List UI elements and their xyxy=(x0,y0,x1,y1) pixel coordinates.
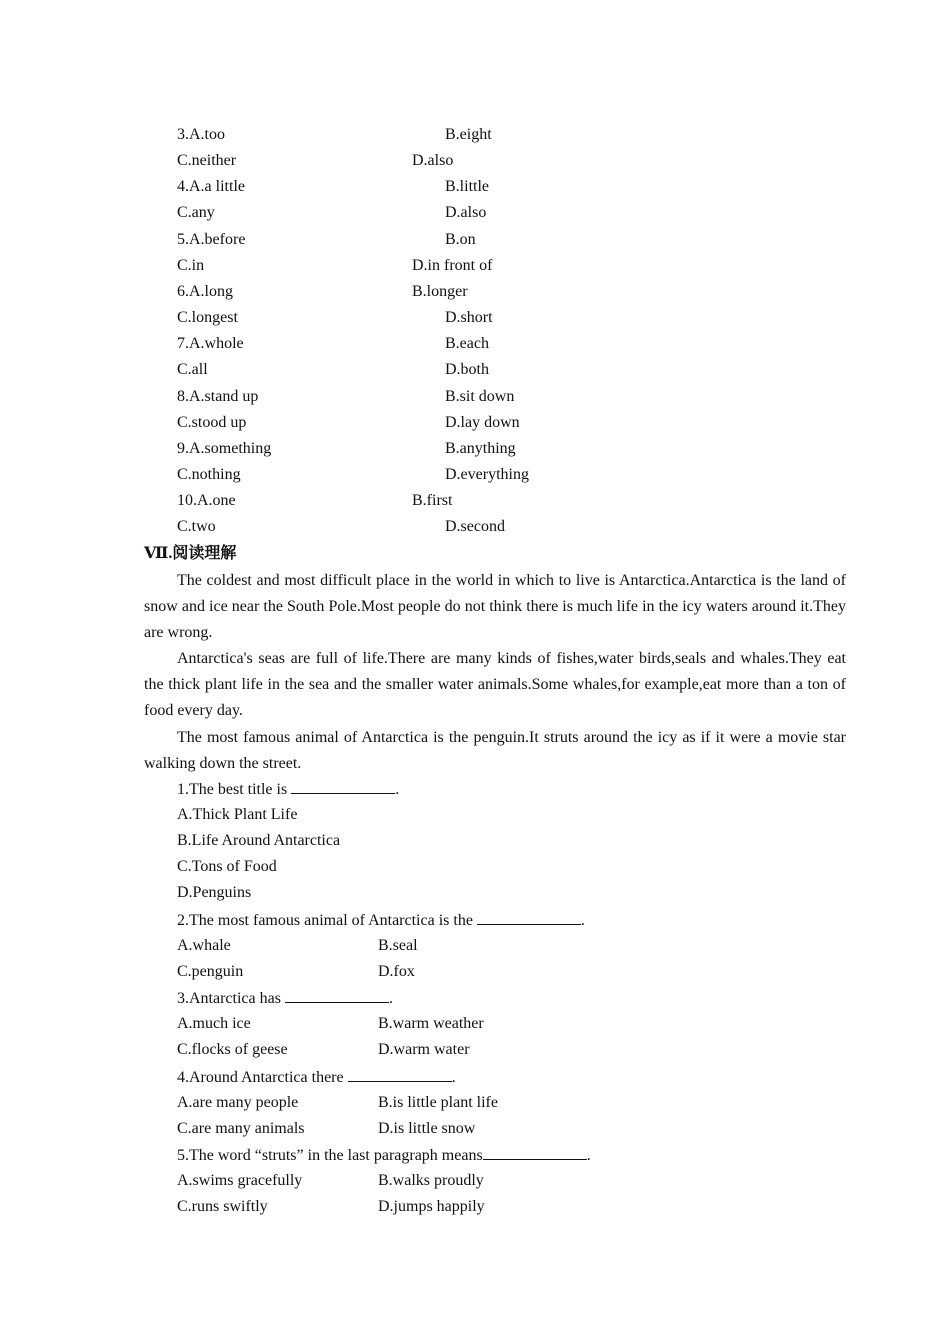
question-end: . xyxy=(388,990,393,1007)
option-b: B.Life Around Antarctica xyxy=(177,832,341,849)
option-a: A.whale xyxy=(177,937,231,954)
option-left: C.neither xyxy=(177,152,237,170)
answer-blank xyxy=(483,1145,587,1160)
option-b: B.seal xyxy=(378,937,418,954)
option-right: B.on xyxy=(445,230,476,248)
question-5 xyxy=(177,1145,591,1166)
option-left: C.all xyxy=(177,361,208,379)
option-left: 5.A.before xyxy=(177,230,246,248)
passage-paragraph-2: Antarctica's seas are full of life.There are many kinds of fishes,water birds,seals and whales.They eat the thick plant life in the sea and the smaller water animals.Some whales,for example,eat more than a ton of food every day. xyxy=(144,650,846,720)
option-right: B.eight xyxy=(445,126,492,143)
question-3 xyxy=(177,988,393,1009)
option-b: B.walks proudly xyxy=(378,1172,484,1189)
passage-paragraph-3: The most famous animal of Antarctica is the penguin.It struts around the icy as if it were a movie star walking down the street. xyxy=(144,729,846,773)
option-left: C.any xyxy=(177,204,215,222)
question-end: . xyxy=(451,1069,456,1086)
option-c: C.runs swiftly xyxy=(177,1198,268,1215)
option-c: C.Tons of Food xyxy=(177,858,277,875)
option-a: A.are many people xyxy=(177,1094,299,1111)
option-c: C.are many animals xyxy=(177,1120,305,1137)
option-left: 3.A.too xyxy=(177,126,225,143)
option-left: C.longest xyxy=(177,309,238,327)
option-left: 7.A.whole xyxy=(177,335,244,353)
option-right: D.everything xyxy=(445,465,529,483)
question-stem: 1.The best title is xyxy=(177,781,292,798)
option-right: D.short xyxy=(445,309,493,327)
option-d: D.fox xyxy=(378,963,415,980)
option-d: D.warm water xyxy=(378,1041,470,1058)
option-right: B.each xyxy=(445,335,489,353)
option-c: C.penguin xyxy=(177,963,244,980)
option-left: 6.A.long xyxy=(177,282,233,300)
option-left: C.stood up xyxy=(177,413,247,431)
question-stem: 2.The most famous animal of Antarctica is the xyxy=(177,912,477,929)
option-right: B.sit down xyxy=(445,387,515,405)
option-right: B.longer xyxy=(412,282,468,300)
answer-blank xyxy=(477,910,581,925)
option-a: A.Thick Plant Life xyxy=(177,806,298,823)
question-stem: 5.The word “struts” in the last paragraph means xyxy=(177,1147,483,1164)
option-left: C.nothing xyxy=(177,465,241,483)
answer-blank xyxy=(285,988,389,1003)
question-end: . xyxy=(580,912,585,929)
option-left: 10.A.one xyxy=(177,492,236,510)
section-heading: Ⅶ.阅读理解 xyxy=(144,545,237,562)
option-right: D.also xyxy=(412,152,454,170)
option-d: D.Penguins xyxy=(177,884,252,901)
answer-blank xyxy=(291,779,395,794)
question-end: . xyxy=(395,781,400,798)
option-right: B.first xyxy=(412,492,453,510)
option-d: D.jumps happily xyxy=(378,1198,485,1215)
answer-blank xyxy=(348,1067,452,1082)
option-left: 4.A.a little xyxy=(177,178,245,196)
question-end: . xyxy=(586,1147,591,1164)
option-d: D.is little snow xyxy=(378,1120,476,1137)
option-a: A.swims gracefully xyxy=(177,1172,303,1189)
question-2 xyxy=(177,910,585,931)
option-right: D.both xyxy=(445,361,489,379)
option-a: A.much ice xyxy=(177,1015,251,1032)
option-b: B.warm weather xyxy=(378,1015,484,1032)
option-left: 8.A.stand up xyxy=(177,387,259,405)
option-right: D.lay down xyxy=(445,413,520,431)
option-right: D.also xyxy=(445,204,487,222)
option-right: D.second xyxy=(445,518,505,536)
option-left: 9.A.something xyxy=(177,439,272,457)
passage-paragraph-1: The coldest and most difficult place in the world in which to live is Antarctica.Antarctica is the land of snow and ice near the South Pole.Most people do not think there is much life in the icy waters around it.They are wrong. xyxy=(144,572,846,642)
question-1 xyxy=(177,779,399,800)
option-right: B.anything xyxy=(445,439,516,457)
option-left: C.in xyxy=(177,256,205,274)
question-stem: 3.Antarctica has xyxy=(177,990,285,1007)
option-right: D.in front of xyxy=(412,256,493,274)
question-4 xyxy=(177,1067,456,1088)
question-stem: 4.Around Antarctica there xyxy=(177,1069,348,1086)
option-c: C.flocks of geese xyxy=(177,1041,288,1058)
option-b: B.is little plant life xyxy=(378,1094,498,1111)
option-right: B.little xyxy=(445,178,489,196)
option-left: C.two xyxy=(177,518,216,536)
